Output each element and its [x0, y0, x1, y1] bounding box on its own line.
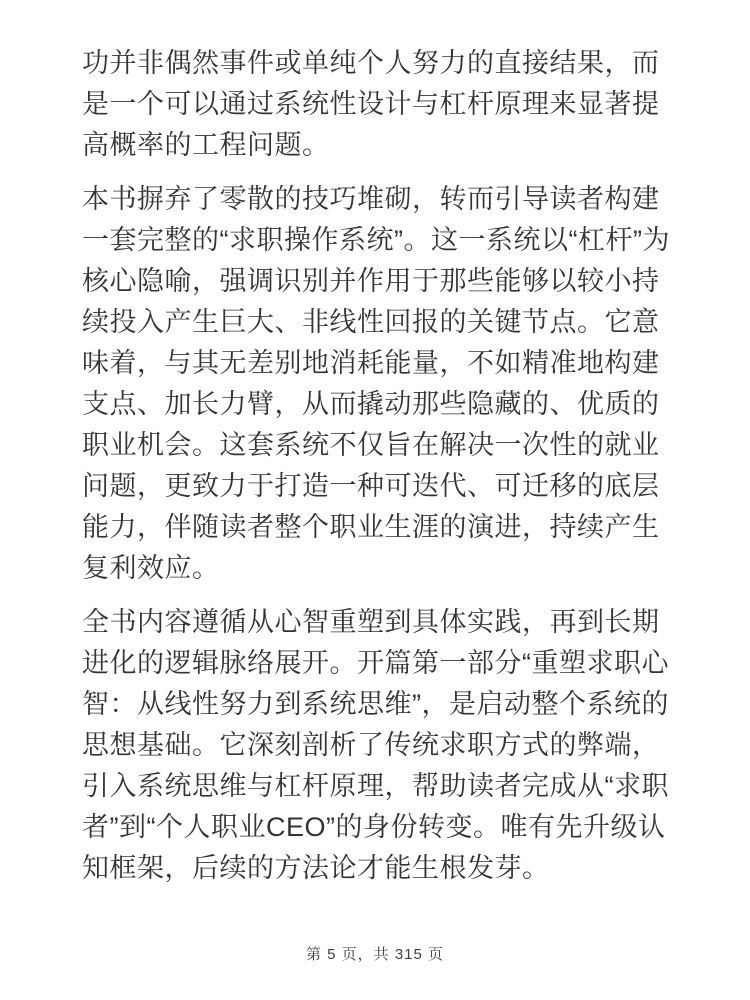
page-footer	[0, 943, 750, 964]
paragraph: 功并非偶然事件或单纯个人努力的直接结果，而是一个可以通过系统性设计与杠杆原理来显著提高概率的工程问题。	[82, 48, 660, 160]
page-indicator: 第 5 页，共 315 页	[305, 946, 445, 963]
paragraph: 全书内容遵循从心智重塑到具体实践，再到长期进化的逻辑脉络展开。开篇第一部分“重塑求职心智：从线性努力到系统思维”，是启动整个系统的思想基础。它深刻剖析了传统求职方式的弊端，引入系统思维与杠杆原理，帮助读者完成从“求职者”到“个人职业CEO”的身份转变。唯有先升级认知框架，后续的方法论才能生根发芽。	[82, 607, 669, 883]
page-content	[82, 43, 674, 889]
paragraph: 本书摒弃了零散的技巧堆砌，转而引导读者构建一套完整的“求职操作系统”。这一系统以“杠杆”为核心隐喻，强调识别并作用于那些能够以较小持续投入产生巨大、非线性回报的关键节点。它意味着，与其无差别地消耗能量，不如精准地构建支点、加长力臂，从而撬动那些隐藏的、优质的职业机会。这套系统不仅旨在解决一次性的就业问题，更致力于打造一种可迭代、可迁移的底层能力，伴随读者整个职业生涯的演进，持续产生复利效应。	[82, 184, 670, 583]
